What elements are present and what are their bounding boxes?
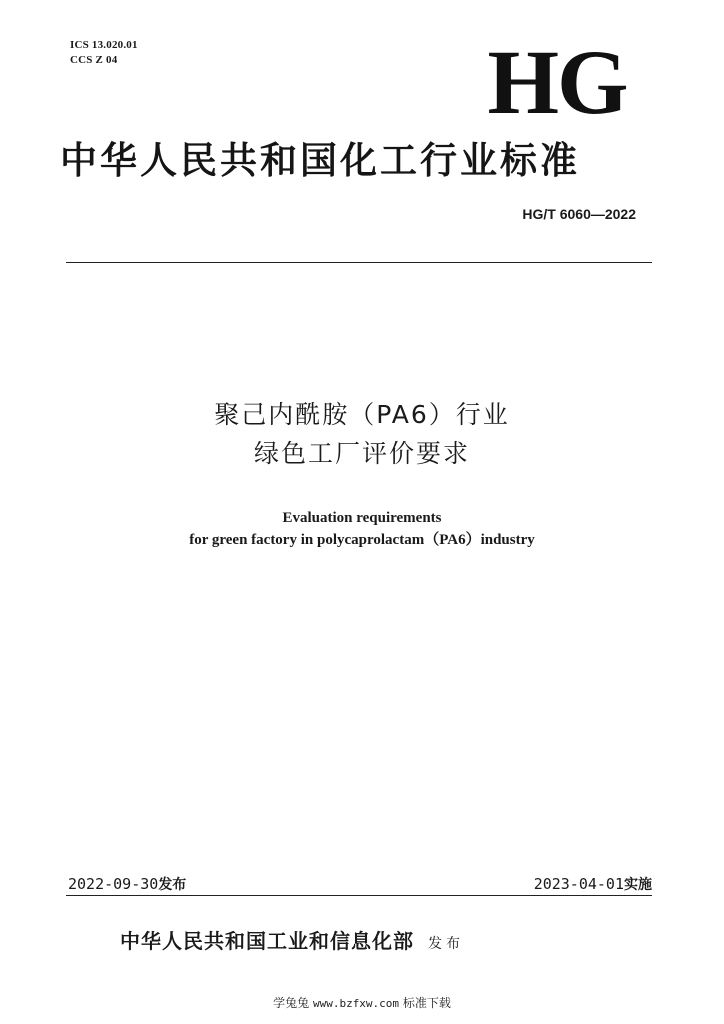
bottom-divider bbox=[66, 895, 652, 896]
footer-url[interactable]: www.bzfxw.com bbox=[312, 997, 400, 1010]
ccs-code: CCS Z 04 bbox=[70, 54, 118, 66]
footer-prefix: 学兔兔 bbox=[273, 996, 310, 1010]
publisher bbox=[120, 927, 464, 955]
issue-date bbox=[68, 874, 186, 895]
implementation-date bbox=[534, 874, 652, 895]
publisher-name: 中华人民共和国工业和信息化部 bbox=[120, 929, 414, 953]
implementation-date-label: 实施 bbox=[624, 877, 652, 893]
standard-category-title: 中华人民共和国化工行业标准 bbox=[60, 138, 580, 182]
title-en-line-1: Evaluation requirements bbox=[282, 510, 442, 526]
publisher-action: 发布 bbox=[428, 936, 464, 952]
title-cn-line-2: 绿色工厂评价要求 bbox=[253, 439, 470, 468]
footer-watermark bbox=[0, 995, 724, 1012]
ics-code: ICS 13.020.01 bbox=[70, 39, 138, 51]
standard-number: HG/T 6060—2022 bbox=[522, 206, 636, 222]
issue-date-value: 2022-09-30 bbox=[68, 875, 159, 893]
title-cn-line-1: 聚己内酰胺（PA6）行业 bbox=[214, 400, 510, 429]
implementation-date-value: 2023-04-01 bbox=[533, 875, 624, 893]
issue-date-label: 发布 bbox=[158, 877, 187, 893]
top-divider bbox=[66, 262, 652, 263]
classification-codes bbox=[70, 38, 138, 68]
hg-logo: HG bbox=[487, 31, 627, 133]
title-en-line-2: for green factory in polycaprolactam（PA6）industry bbox=[189, 532, 535, 548]
footer-suffix: 标准下载 bbox=[402, 996, 451, 1010]
